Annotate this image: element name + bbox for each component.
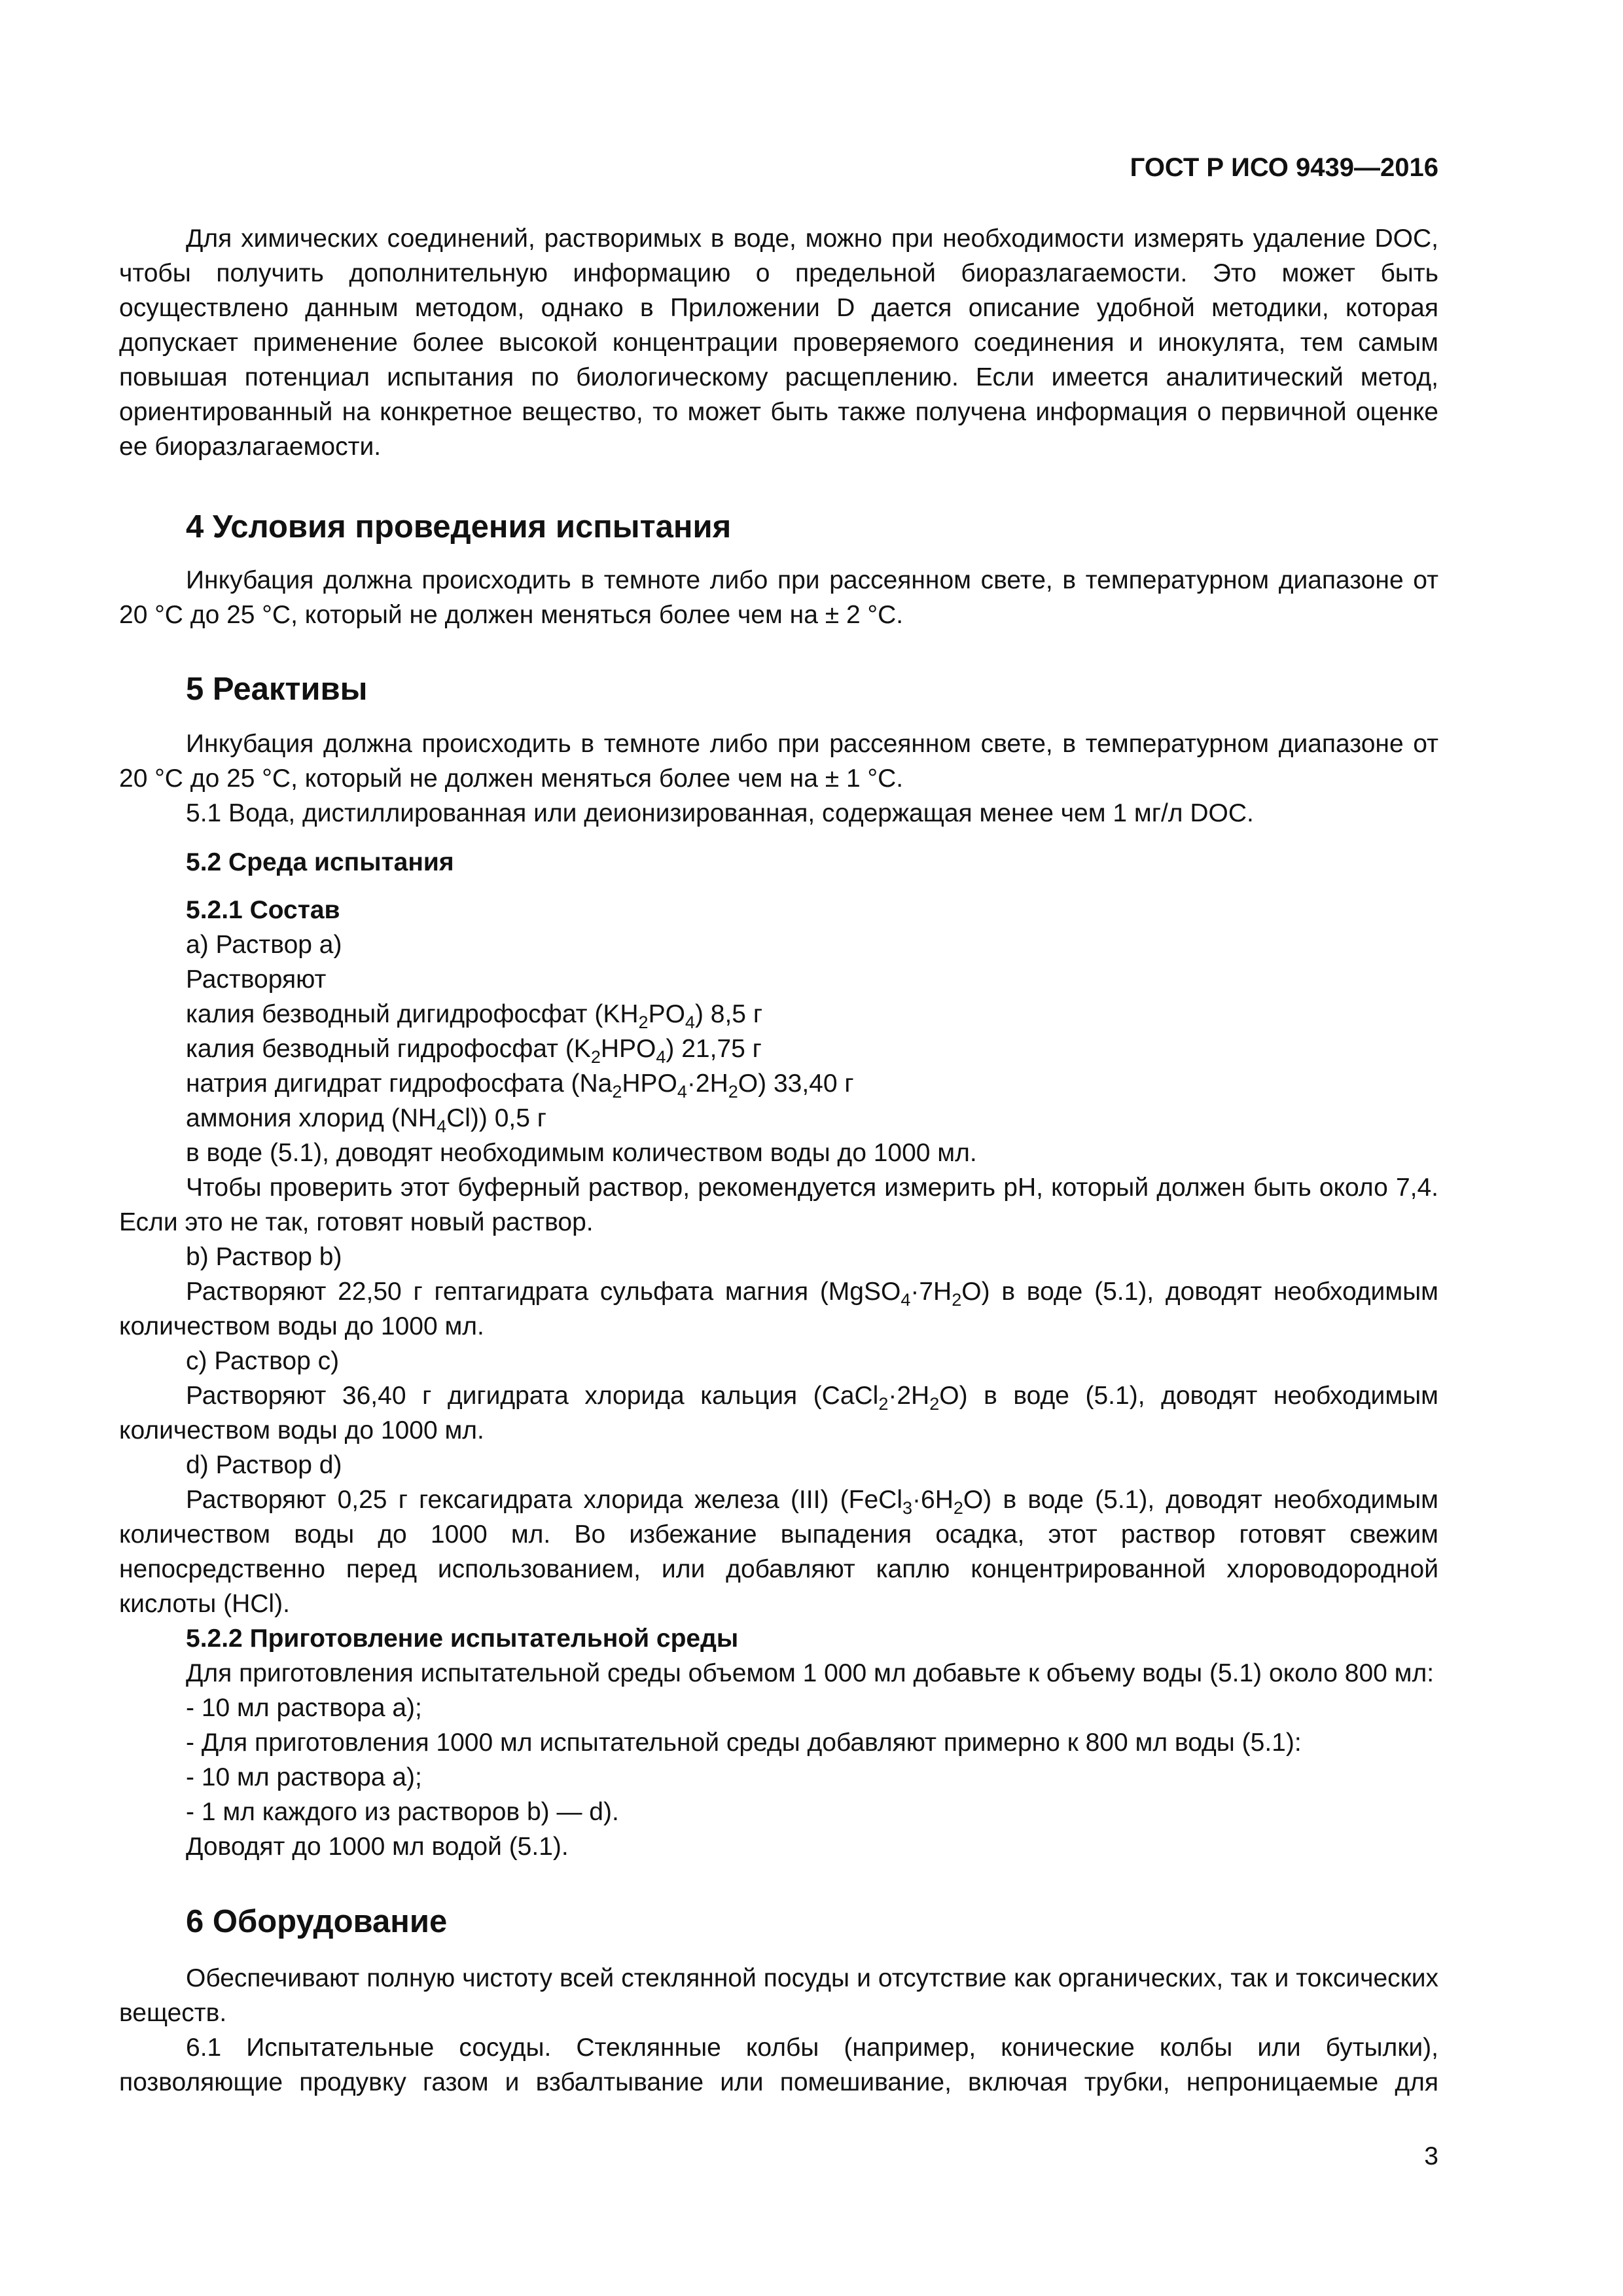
list-item: - 10 мл раствора a); [186,1763,422,1791]
list-item: - Для приготовления 1000 мл испытательной среды добавляют примерно к 800 мл воды (5.1): [186,1729,1302,1757]
reagent-line-1: калия безводный дигидрофосфат $(KH_2PO_4)$ 8,5 г [186,1000,763,1032]
section-5-heading: 5 Реактивы [186,672,368,707]
subsection-5-2-2-heading: 5.2.2 Приготовление испытательной среды [186,1624,739,1653]
subsection-5-2-1-heading: 5.2.1 Состав [186,896,340,924]
section-4-text: Инкубация должна происходить в темноте либо при рассеянном свете, в температурном диапазоне от 20 °C до 25 °C, который не должен меняться более чем на ± 2 °C. [119,566,1438,629]
preparation-text: Для приготовления испытательной среды объемом 1 000 мл добавьте к объему воды (5.1) около 800 мл: [186,1659,1435,1687]
reagent-line-3: натрия дигидрат гидрофосфата $(Na_2HPO_4\cdot 2H_2O)$ 33,40 г [186,1069,854,1102]
standard-header: ГОСТ Р ИСО 9439—2016 [1130,153,1438,182]
item-6-1: 6.1 Испытательные сосуды. Стеклянные колбы (например, конические колбы или бутылки), позволяющие продувку газом и взбалтывание или помешивание, включая трубки, непроницаемые для [119,2034,1438,2096]
section-4-heading: 4 Условия проведения испытания [186,509,732,545]
solution-d-text: Растворяют 0,25 г гексагидрата хлорида железа (III) $(FeCl_3\cdot 6H_2O)$ в воде (5.1), доводят необходимым количеством воды до 1000 мл. Во избежание выпадения осадка, этот раствор готовят свежим непосредственно перед использованием, или добавляют каплю концентрированной хлороводородной кислоты (HCl). [119,1486,1438,1618]
ph-check-text: Чтобы проверить этот буферный раствор, рекомендуется измерить pH, который должен быть около 7,4. Если это не так, готовят новый раствор. [119,1174,1438,1236]
reagent-line-4: аммония хлорид $(NH_4Cl)$) 0,5 г [186,1104,547,1136]
solution-d-label: d) Раствор d) [186,1451,342,1479]
subsection-5-2-heading: 5.2 Среда испытания [186,848,454,876]
list-item: Доводят до 1000 мл водой (5.1). [186,1833,569,1861]
section-6-text: Обеспечивают полную чистоту всей стеклянной посуды и отсутствие как органических, так и токсических веществ. [119,1964,1438,2027]
intro-paragraph: Для химических соединений, растворимых в воде, можно при необходимости измерять удаление DOC, чтобы получить дополнительную информацию о предельной биоразлагаемости. Это может быть осуществлено данным методом, однако в Приложении D дается описание удобной методики, которая допускает применение более высокой концентрации проверяемого соединения и инокулята, тем самым повышая потенциал испытания по биологическому расщеплению. Если имеется аналитический метод, ориентированный на конкретное вещество, то может быть также получена информация о первичной оценке ее биоразлагаемости. [119,224,1438,461]
solution-b-text: Растворяют 22,50 г гептагидрата сульфата магния $(MgSO_4\cdot 7H_2O)$ в воде (5.1), доводят необходимым количеством воды до 1000 мл. [119,1278,1438,1340]
page-content [119,221,1438,2100]
item-5-1: 5.1 Вода, дистиллированная или деионизированная, содержащая менее чем 1 мг/л DOC. [186,799,1254,827]
reagent-line-2: калия безводный гидрофосфат $(K_2HPO_4)$ 21,75 г [186,1035,762,1067]
solution-c-label: c) Раствор c) [186,1347,340,1375]
section-6-heading: 6 Оборудование [186,1904,448,1939]
page-number: 3 [1424,2142,1438,2170]
document-page [119,0,1438,2296]
in-water-text: в воде (5.1), доводят необходимым количеством воды до 1000 мл. [186,1139,977,1167]
section-5-text: Инкубация должна происходить в темноте либо при рассеянном свете, в температурном диапазоне от 20 °C до 25 °C, который не должен меняться более чем на ± 1 °C. [119,730,1438,793]
solution-b-label: b) Раствор b) [186,1243,342,1271]
list-item: - 1 мл каждого из растворов b) — d). [186,1798,619,1826]
list-item: - 10 мл раствора a); [186,1694,422,1722]
solution-a-label: a) Раствор a) [186,931,342,959]
solution-c-text: Растворяют 36,40 г дигидрата хлорида кальция $(CaCl_2\cdot 2H_2O)$ в воде (5.1), доводят необходимым количеством воды до 1000 мл. [119,1382,1438,1444]
dissolve-text: Растворяют [186,965,327,994]
